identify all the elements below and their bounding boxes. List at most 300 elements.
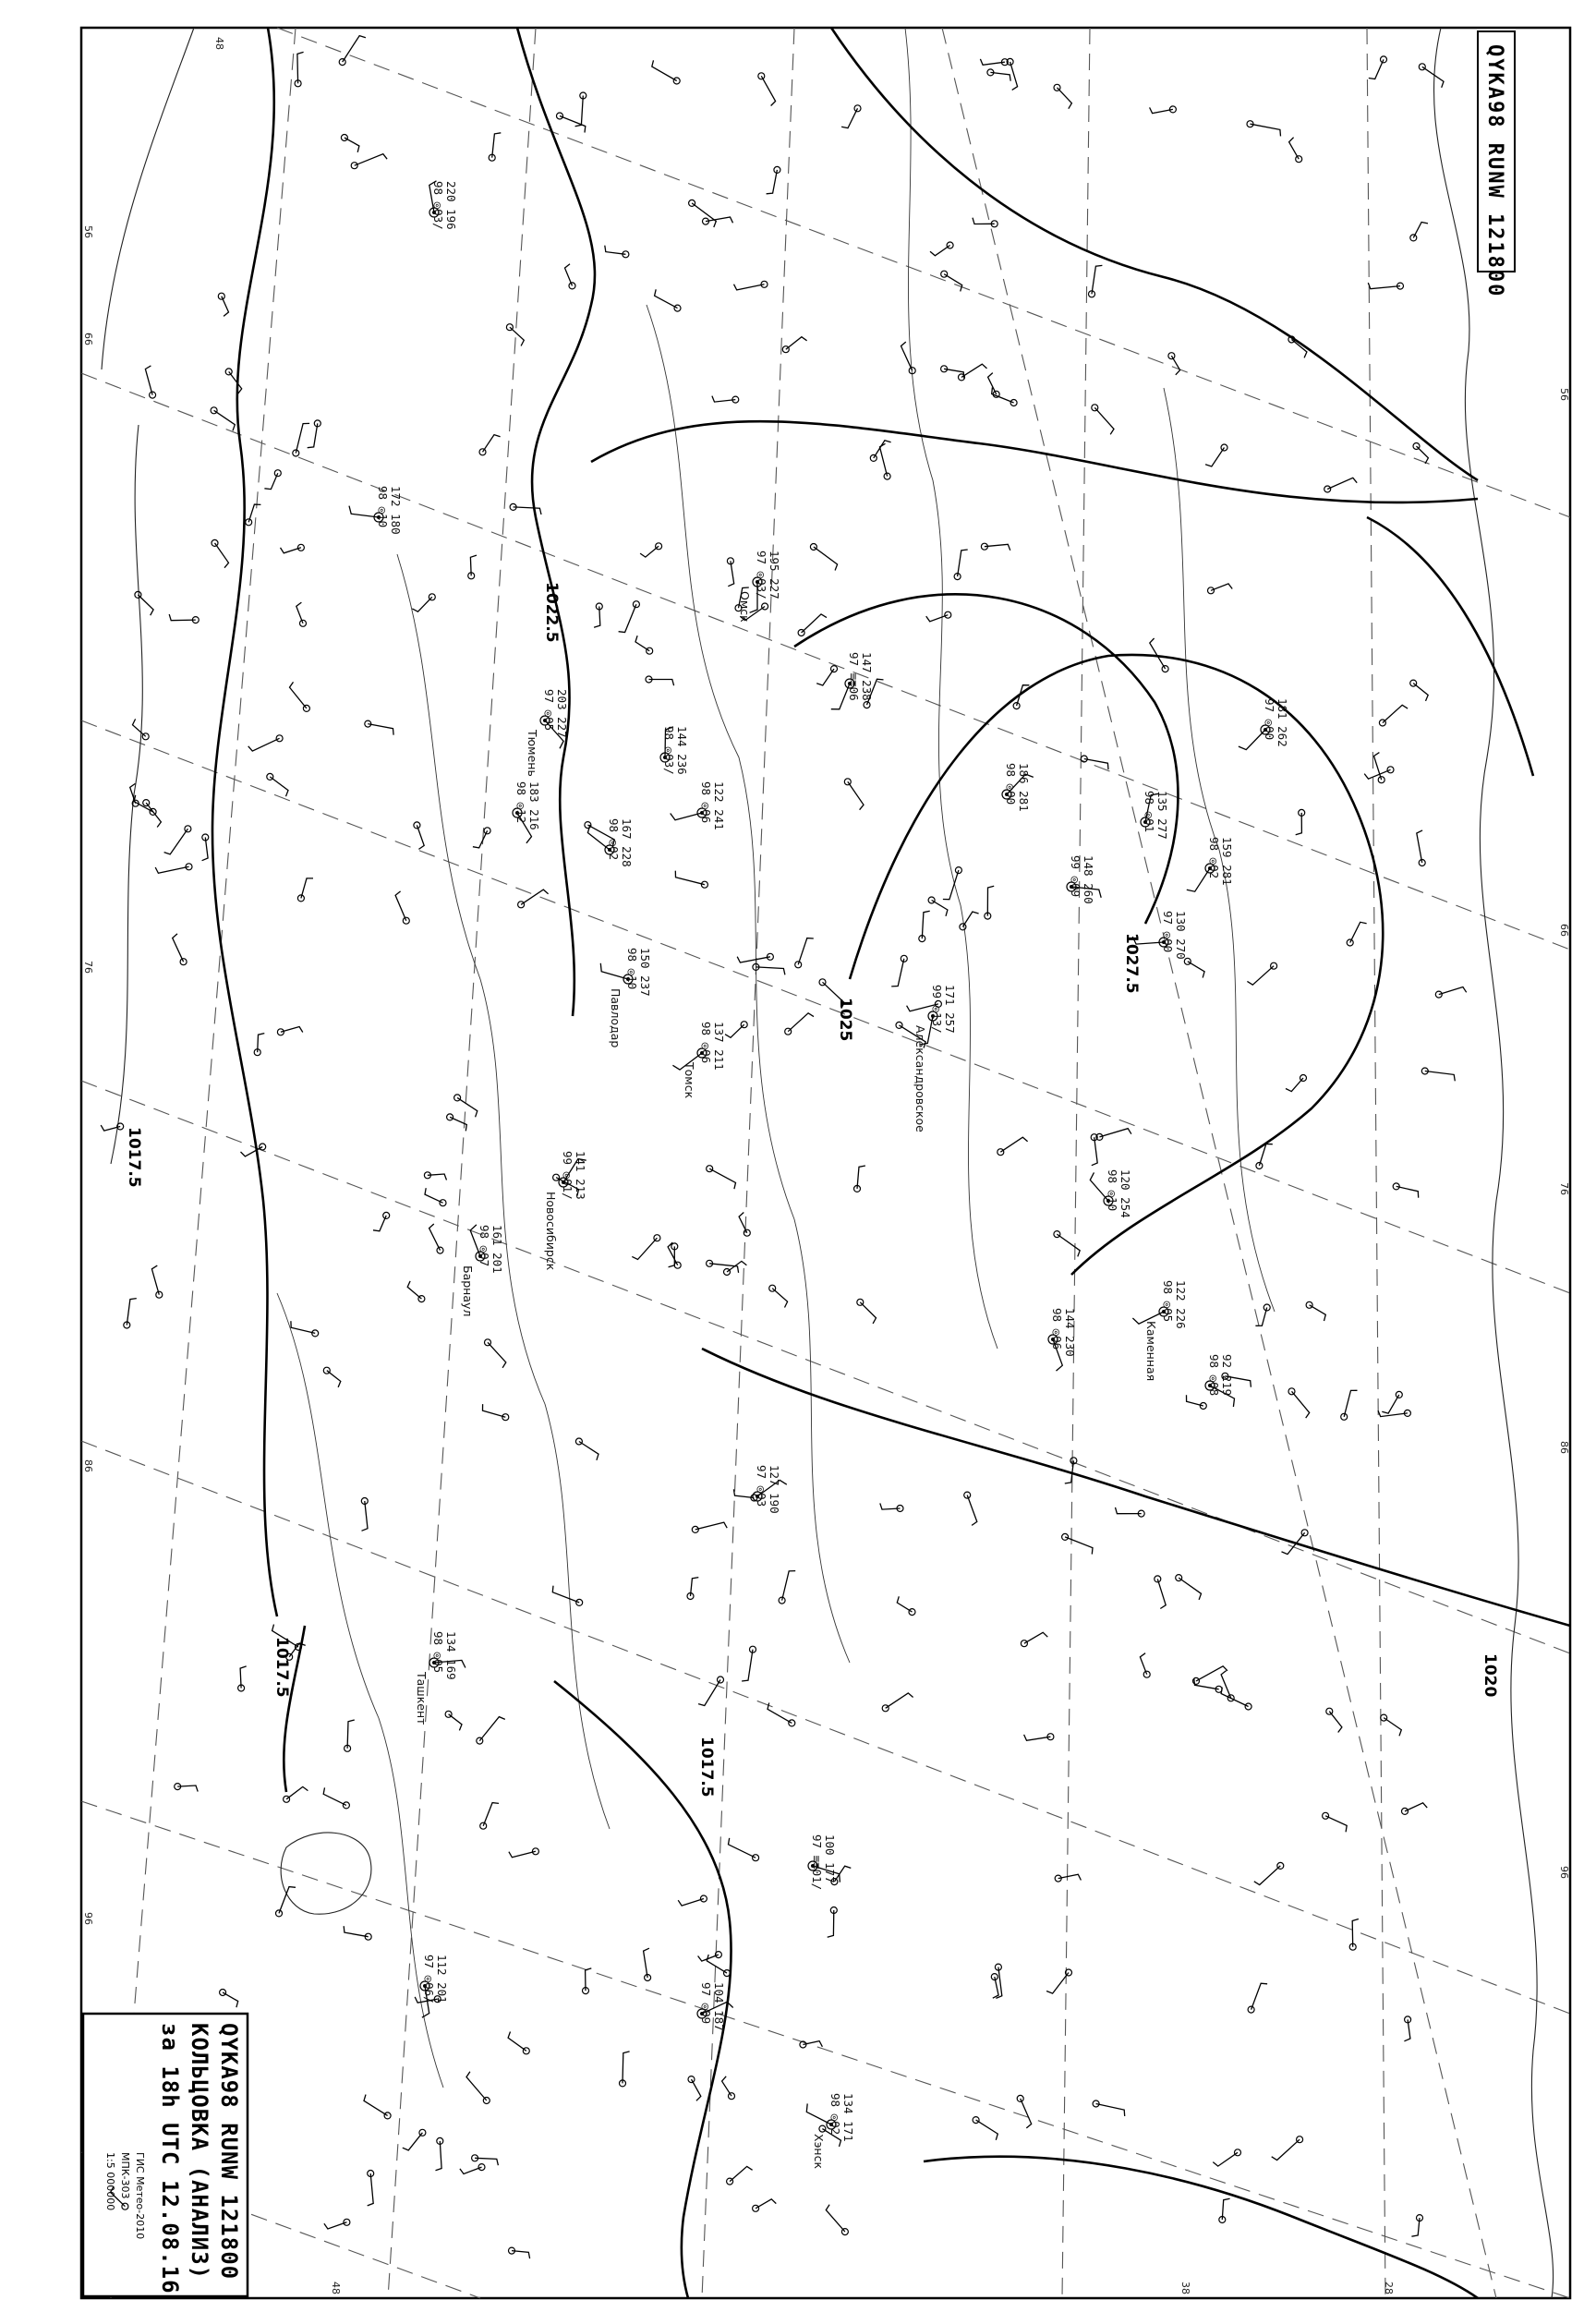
- wind-barb: [1272, 2139, 1300, 2160]
- wind-barb: [470, 555, 477, 575]
- wind-barb: [709, 1168, 735, 1189]
- wind-barb: [417, 825, 424, 849]
- station-plot-line: 97 ◎09: [699, 1982, 713, 2025]
- wind-barb: [1096, 2104, 1125, 2117]
- wind-barb: [457, 1097, 478, 1117]
- wind-barb: [1221, 1688, 1249, 1707]
- station-plot-line: 148 260: [1082, 855, 1095, 904]
- station-plot-line: 98 ◎10: [625, 948, 639, 990]
- header-top: [1478, 31, 1515, 297]
- wind-barb: [725, 1024, 744, 1037]
- station-plot-line: 98 ◎03/: [431, 181, 445, 230]
- station-plot-line: 130 270: [1174, 911, 1188, 960]
- wind-barb: [734, 284, 765, 290]
- station-plot: [544, 1151, 587, 1271]
- wind-barb: [652, 60, 677, 80]
- station-plot-line: 97 ◎00: [1263, 698, 1276, 741]
- legend-box: [83, 2014, 248, 2296]
- station-plot: [808, 1834, 840, 1890]
- wind-barb: [826, 2205, 845, 2232]
- wind-barb: [308, 423, 318, 447]
- wind-barb: [364, 2095, 388, 2116]
- wind-barb: [1150, 638, 1166, 669]
- wind-barb: [1024, 1735, 1051, 1740]
- station-plot-line: 122 241: [712, 781, 726, 830]
- station-plot: [738, 551, 781, 623]
- wind-barb: [488, 1342, 506, 1368]
- isobar-label: 1017.5: [125, 1127, 143, 1188]
- isobar-label: 1027.5: [1122, 933, 1141, 994]
- wind-barb: [164, 829, 188, 854]
- wind-barb: [619, 604, 636, 632]
- wind-barb: [130, 783, 136, 803]
- station-plot-line: 98 ◎07: [478, 1225, 491, 1267]
- wind-barb: [742, 1650, 753, 1681]
- wind-barb: [1350, 922, 1367, 942]
- station-plot-line: 98 ◎01: [1143, 791, 1156, 833]
- station-plot-line: 98 ◎06: [1050, 1308, 1064, 1350]
- wind-barb: [594, 607, 600, 628]
- wind-barb: [706, 217, 733, 223]
- wind-barb: [841, 108, 857, 127]
- station-plot-line: 220 196: [444, 181, 458, 230]
- station-plot-line: 99 ◎13/: [930, 985, 944, 1034]
- station-plot: [1132, 1280, 1188, 1381]
- station-plot-line: 181 262: [1276, 698, 1289, 747]
- wind-barb: [678, 1899, 704, 1907]
- margin-number: 96: [82, 1912, 94, 1925]
- station-plot-line: 97 ≡≡01/: [810, 1834, 824, 1891]
- wind-barb: [1058, 88, 1072, 109]
- station-plot-line: 134 171: [841, 2093, 855, 2142]
- margin-number: 48: [213, 37, 225, 50]
- station-plot-line: 98 ◎10: [376, 486, 390, 528]
- wind-barb: [436, 2141, 442, 2171]
- wind-barb: [355, 154, 387, 166]
- isobar-ridge-north-2: [591, 421, 1478, 502]
- station-plot: [429, 181, 458, 230]
- isobar-label: 1022.5: [542, 582, 561, 643]
- station-plot: [1187, 837, 1234, 891]
- wind-barb: [644, 1948, 649, 1978]
- wind-barb: [1247, 966, 1274, 986]
- station-plot-line: 172 180: [389, 486, 403, 535]
- station-plot-line: 99 ◎09: [1069, 855, 1082, 898]
- wind-barb: [145, 366, 152, 395]
- station-plot-line: 98 ◎03/: [662, 726, 676, 775]
- station-plot: [1205, 1354, 1235, 1407]
- margin-number: 56: [1558, 388, 1570, 401]
- wind-barb: [509, 1851, 536, 1858]
- wind-barb: [692, 2079, 701, 2100]
- wind-barb: [155, 866, 188, 873]
- wind-barb: [943, 870, 959, 900]
- isobar-label: 1017.5: [697, 1737, 716, 1798]
- wind-barb: [756, 2199, 776, 2209]
- wind-barb: [761, 76, 775, 105]
- wind-barb: [169, 614, 196, 621]
- wind-barb: [1251, 1983, 1268, 2009]
- station-plot-line: 135 277: [1155, 791, 1169, 840]
- station-plot-line: 134 169: [444, 1631, 458, 1680]
- station-plot-line: 183 216: [527, 781, 541, 830]
- station-plot-line: 144 230: [1063, 1308, 1077, 1357]
- wind-barb: [1000, 1137, 1027, 1152]
- wind-barb: [756, 967, 785, 974]
- wind-barb: [270, 777, 288, 796]
- wind-barb: [173, 934, 184, 962]
- isobar-1022-west: [517, 28, 595, 1016]
- station-plot: [587, 818, 634, 867]
- station-plot: [831, 652, 874, 709]
- station-plot-line: 97 ◎03/: [755, 551, 768, 599]
- station-plot-line: 98 ◎12: [514, 781, 528, 824]
- wind-barb: [722, 2076, 732, 2096]
- wind-barb: [241, 1147, 263, 1157]
- wind-barb: [229, 371, 242, 393]
- margin-number: 76: [82, 961, 94, 974]
- wind-barb: [730, 2166, 753, 2181]
- wind-barb: [1211, 584, 1232, 590]
- header-code: QYKA98 RUNW 121800: [1483, 44, 1506, 298]
- isobar-label: 1017.5: [272, 1637, 291, 1698]
- legend-title: КОЛЬЦОВКА (АНАЛИЗ): [187, 2023, 212, 2281]
- wind-barb: [1010, 62, 1018, 91]
- wind-barb: [967, 1495, 977, 1526]
- station-plot: [1002, 763, 1034, 812]
- wind-barb: [279, 1887, 296, 1914]
- wind-barb: [324, 2222, 347, 2229]
- margin-number: 28: [1383, 2282, 1395, 2294]
- wind-barb: [786, 337, 807, 350]
- wind-barb: [860, 1302, 876, 1324]
- station-plot-line: 98 ◎06: [699, 1022, 713, 1064]
- wind-barb: [552, 1586, 579, 1603]
- station-plot: [672, 1022, 726, 1099]
- station-plot-line: 98 ◎06: [699, 781, 713, 824]
- station-name: Новосибирск: [544, 1192, 558, 1271]
- station-plot: [671, 781, 726, 830]
- wind-barb: [668, 1242, 678, 1265]
- station-plot: [600, 948, 652, 1047]
- margin-numbers: [82, 37, 1570, 2294]
- wind-barb: [127, 1299, 137, 1326]
- wind-barb: [1092, 1137, 1097, 1166]
- wind-barb: [508, 2032, 526, 2052]
- wind-barb: [1057, 1234, 1080, 1256]
- station-name: Барнаул: [461, 1265, 475, 1317]
- wind-barb: [1439, 987, 1467, 995]
- wind-barb: [291, 1321, 315, 1333]
- station-plot: [753, 1465, 787, 1514]
- station-marker: [941, 271, 948, 277]
- wind-barb: [466, 2072, 487, 2100]
- margin-number: 96: [1558, 1866, 1570, 1879]
- margin-number: 66: [1558, 924, 1570, 937]
- station-plot: [461, 1225, 504, 1316]
- map-frame: [81, 28, 1570, 2298]
- wind-barb: [1327, 478, 1357, 489]
- wind-barb: [1364, 769, 1390, 779]
- wind-barb: [1024, 1632, 1047, 1643]
- wind-barb: [1099, 1129, 1131, 1137]
- wind-barb: [880, 443, 888, 476]
- graticule: [81, 28, 1570, 2298]
- wind-barb: [1157, 1579, 1166, 1608]
- station-plot-line: 97 ◎03: [755, 1465, 768, 1507]
- wind-barb: [248, 738, 280, 751]
- wind-barb: [240, 1666, 247, 1689]
- wind-barb: [737, 957, 770, 962]
- wind-barb: [492, 133, 502, 158]
- wind-barb: [347, 1720, 355, 1749]
- station-plot: [806, 2093, 855, 2169]
- margin-number: 86: [1558, 1441, 1570, 1454]
- station-plot: [1239, 698, 1289, 750]
- isobar-label: 1020: [1481, 1653, 1499, 1698]
- station-plot-line: 100 177: [823, 1834, 837, 1883]
- wind-barb: [1205, 448, 1224, 467]
- station-plot-line: 97 ◎05: [542, 689, 556, 732]
- wind-barb: [1046, 1973, 1069, 1994]
- station-name: Каменная: [1144, 1321, 1158, 1382]
- station-plot-line: 98 ◎08: [1207, 1354, 1221, 1397]
- isobar-east-loop: [1367, 517, 1533, 776]
- wind-barb: [483, 1803, 499, 1826]
- wind-barb: [281, 1027, 303, 1033]
- wind-barb: [958, 550, 968, 576]
- wind-barb: [1329, 1712, 1342, 1733]
- station-plot-line: 167 228: [620, 818, 634, 867]
- station-plot-line: 186 281: [1017, 763, 1031, 812]
- station-plot-line: 98 ◎00: [1004, 763, 1018, 805]
- station-plot-line: 195 227: [768, 551, 781, 599]
- wind-barb: [575, 96, 584, 127]
- wind-barb: [1289, 138, 1300, 160]
- wind-barb: [623, 2052, 630, 2084]
- wind-barb: [1292, 1391, 1310, 1418]
- wind-barb: [1094, 407, 1114, 434]
- wind-barb: [344, 1926, 369, 1937]
- wind-barb: [675, 871, 705, 885]
- wind-barb: [922, 911, 929, 938]
- wind-barb: [1171, 356, 1179, 375]
- station-plot: [1090, 1169, 1132, 1218]
- station-plot: [420, 1955, 449, 2017]
- wind-barb: [395, 891, 406, 921]
- wind-barb: [1021, 2099, 1032, 2128]
- station-plot-line: 98 ◎02: [607, 818, 621, 861]
- wind-barb: [1179, 1578, 1201, 1600]
- margin-number: 76: [1558, 1182, 1570, 1195]
- station-plot-line: 99 ◎01/: [561, 1151, 574, 1200]
- wind-barb: [297, 52, 304, 83]
- station-plot-line: 97 ≡≡06: [847, 652, 861, 701]
- station-plot-line: 159 281: [1220, 837, 1234, 886]
- wind-barb: [671, 813, 702, 820]
- wind-barb: [788, 1013, 814, 1032]
- wind-barb: [1352, 1919, 1359, 1947]
- legend-scale: 1:5 000000: [104, 2152, 116, 2211]
- station-plot-line: 120 254: [1118, 1169, 1132, 1218]
- margin-number: 38: [1179, 2282, 1191, 2294]
- station-plot-line: 127 190: [768, 1465, 781, 1514]
- station-name: Омск: [738, 591, 752, 623]
- station-plot: [660, 726, 689, 775]
- wind-barb: [992, 388, 1014, 404]
- isobar-1020-east: [702, 1349, 1570, 1626]
- margin-number: 86: [82, 1459, 94, 1472]
- wind-barb: [640, 546, 659, 557]
- wind-barb: [695, 1522, 727, 1530]
- station-plot-line: 98 ◎10: [1106, 1169, 1119, 1212]
- wind-barb: [729, 1838, 756, 1858]
- wind-barb: [1384, 1718, 1401, 1737]
- wind-barb: [1116, 1507, 1142, 1514]
- station-plot-line: 97 ◎00: [1161, 911, 1175, 953]
- wind-barb: [1213, 2152, 1238, 2166]
- station-plot-line: 144 236: [675, 726, 689, 775]
- station-plot-line: 104 187: [712, 1982, 726, 2031]
- station-plot-line: 112 201: [435, 1955, 449, 2003]
- wind-barb: [514, 507, 541, 514]
- wind-barb: [286, 1786, 308, 1798]
- station-plot: [1141, 791, 1169, 840]
- wind-barb: [782, 1571, 796, 1601]
- wind-barb: [798, 938, 814, 965]
- station-plot: [1067, 855, 1101, 904]
- wind-barb: [151, 1265, 159, 1295]
- station-plot-line: 150 237: [638, 948, 652, 997]
- wind-barb: [1344, 1390, 1357, 1417]
- isobar-labels: [125, 582, 1499, 1798]
- station-plot-line: 141 213: [574, 1151, 587, 1200]
- station-plot-line: 171 257: [943, 985, 957, 1034]
- station-name: Павлодар: [609, 988, 623, 1048]
- wind-barb: [296, 602, 303, 623]
- isobar-label: 1025: [836, 998, 854, 1042]
- wind-barb: [483, 1404, 506, 1417]
- wind-barb: [521, 890, 549, 904]
- station-name: Тюмень: [526, 730, 539, 777]
- station-name: Ташкент: [415, 1672, 429, 1725]
- station-plot-line: 98 ◎02: [1207, 837, 1221, 879]
- wind-barb: [1417, 830, 1422, 863]
- wind-barb: [1140, 1653, 1146, 1675]
- station-plot: [1048, 1308, 1077, 1371]
- wind-barb: [1092, 265, 1102, 294]
- wind-barb: [343, 36, 366, 63]
- station-name: Александровское: [913, 1025, 927, 1132]
- wind-barb: [1368, 283, 1400, 289]
- wind-barb: [368, 2173, 374, 2206]
- isobar-east-southeast: [924, 2157, 1478, 2298]
- wind-barb: [1422, 67, 1444, 88]
- wind-barb: [930, 246, 950, 256]
- wind-barb: [296, 423, 309, 453]
- wind-barb: [323, 1787, 346, 1805]
- station-plot: [913, 985, 957, 1132]
- wind-barb: [698, 1680, 720, 1706]
- station-plot-line: 122 226: [1174, 1280, 1188, 1329]
- wind-barb: [980, 59, 1005, 65]
- margin-number: 56: [82, 225, 94, 238]
- station-name: Хэнск: [812, 2134, 826, 2170]
- station-plot-line: 98 ◎05: [431, 1631, 445, 1674]
- station-plot-line: 98 ◎02: [828, 2093, 842, 2136]
- wind-barb: [985, 544, 1010, 551]
- wind-barb: [961, 364, 987, 377]
- wind-barb: [1325, 1816, 1347, 1833]
- wind-barb: [814, 547, 838, 571]
- wind-barb: [1425, 1071, 1456, 1082]
- station-plot: [415, 1631, 466, 1725]
- wind-barb: [429, 1224, 441, 1251]
- wind-barb: [1382, 1395, 1399, 1413]
- station-plot-line: 97 ◎06/: [422, 1955, 436, 2003]
- legend-code: QYKA98 RUNW 121800: [216, 2023, 242, 2281]
- station-plot-line: 147 238: [860, 652, 874, 701]
- wind-barb: [222, 297, 229, 317]
- wind-barb: [1084, 759, 1108, 770]
- wind-barb: [987, 886, 994, 915]
- wind-barb: [1405, 1803, 1427, 1811]
- wind-barb: [886, 1693, 913, 1708]
- margin-number: 48: [330, 2282, 342, 2294]
- wind-barb: [460, 2167, 482, 2173]
- isobars: [212, 28, 1570, 2298]
- station-plot-line: 92 219: [1220, 1354, 1234, 1397]
- wind-barb: [579, 1442, 598, 1460]
- station-name: Томск: [683, 1062, 696, 1099]
- wind-barb: [565, 264, 573, 286]
- wind-barb: [655, 289, 678, 308]
- margin-number: 66: [82, 333, 94, 345]
- wind-barb: [632, 1238, 657, 1259]
- station-plot: [349, 486, 403, 535]
- wind-barb: [215, 543, 229, 568]
- wind-barb: [891, 959, 904, 987]
- station-plot-line: 137 211: [712, 1022, 726, 1071]
- station-plot-line: 203 227: [555, 689, 569, 738]
- wind-barb: [649, 680, 674, 686]
- wind-barb: [1254, 1866, 1281, 1885]
- wind-barb: [362, 1501, 369, 1531]
- wind-barb: [403, 2133, 423, 2150]
- wind-barb: [767, 170, 778, 194]
- wind-barb: [290, 682, 307, 708]
- wind-barb: [214, 410, 236, 430]
- wind-barb: [848, 781, 864, 809]
- wind-barb: [728, 561, 733, 586]
- wind-barb: [976, 2120, 998, 2140]
- wind-barb: [368, 724, 393, 735]
- station-plot: [513, 781, 541, 843]
- station-plot-line: 98 ◎05: [1161, 1280, 1175, 1323]
- legend-software: ГИС Метео-2010: [134, 2152, 146, 2240]
- wind-barb: [828, 1910, 834, 1937]
- wind-barb: [926, 615, 949, 622]
- wind-barb: [1065, 1537, 1093, 1555]
- station-plots: [349, 181, 1289, 2170]
- wind-barb: [281, 548, 301, 553]
- lake-contour: [281, 1833, 371, 1914]
- wind-barb: [479, 1717, 505, 1741]
- station-plot-line: 161 201: [490, 1225, 504, 1274]
- wind-barb: [1251, 124, 1281, 136]
- wind-barb: [996, 1967, 1001, 1999]
- isobar-1017-west: [212, 28, 277, 1616]
